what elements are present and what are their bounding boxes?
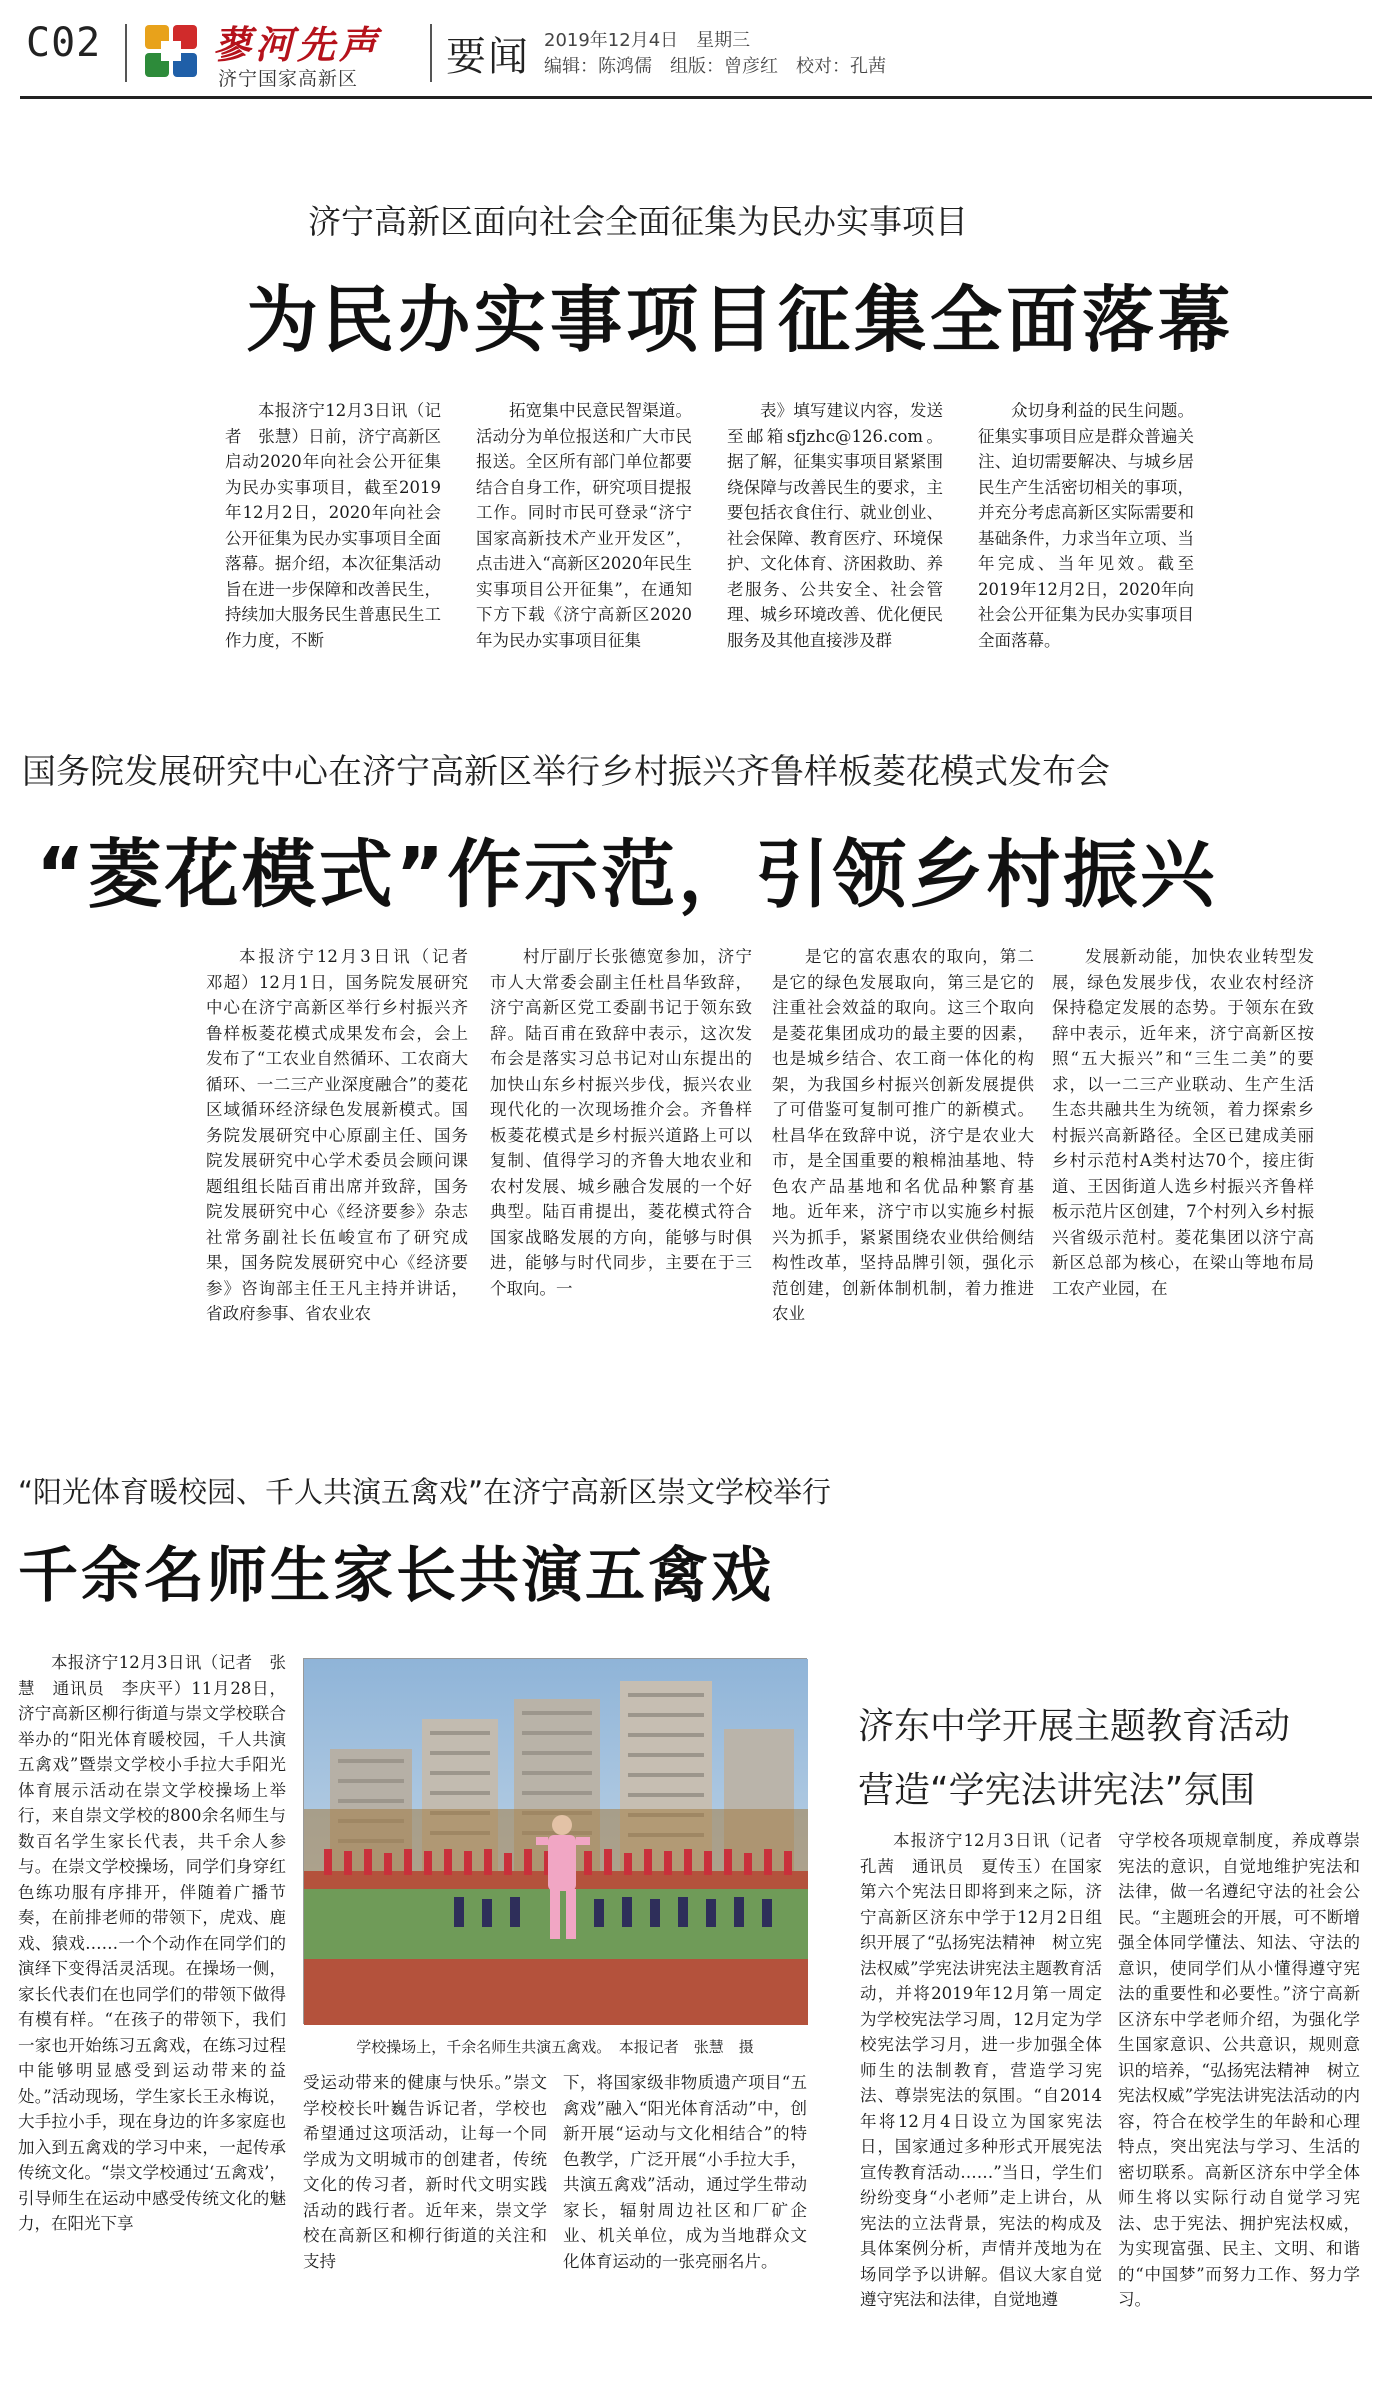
article4-column-1: 本报济宁12月3日讯（记者 孔茜 通讯员 夏传玉）在国家第六个宪法日即将到来之际，济宁高新区济东中学于12月2日组织开展了“弘扬宪法精神 树立宪法权威”学宪法讲宪法主题教育活动，并将2019年12月第一周定为学校宪法学习周，12月定为学校宪法学习月，进一步加强全体师生的法制教育，营造学习宪法、尊崇宪法的氛围。“自2014年将12月4日设立为国家宪法日，国家通过多种形式开展宪法宣传教育活动……”当日，学生们纷纷变身“小老师”走上讲台，从宪法的立法背景，宪法的构成及具体案例分析，声情并茂地为在场同学予以讲解。倡议大家自觉遵守宪法和法律，自觉地遵 bbox=[860, 1831, 1119, 2309]
article3-left-column: 本报济宁12月3日讯（记者 张慧 通讯员 李庆平）11月28日，济宁高新区柳行街道与崇文学校联合举办的“阳光体育暖校园，千人共演五禽戏”暨崇文学校小手拉大手阳光体育展示活动在崇文学校操场上举行，来自崇文学校的800余名师生与数百名学生家长代表，共千余人参与。在崇文学校操场，同学们身穿红色练功服有序排开，伴随着广播节奏，在前排老师的带领下，虎戏、鹿戏、猿戏……一个个动作在同学们的演绎下变得活灵活现。在操场一侧，家长代表们在也同学们的带领下做得有模有样。“在孩子的带领下，我们一家也开始练习五禽戏，在练习过程中能够明显感受到运动带来的益处。”活动现场，学生家长王永梅说，大手拉小手，现在身边的许多家庭也加入到五禽戏的学习中来，一起传承传统文化。“崇文学校通过‘五禽戏’，引导师生在运动中感受传统文化的魅力，在阳光下享 bbox=[18, 1653, 286, 2233]
header-divider bbox=[430, 24, 432, 82]
article2-column-1: 本报济宁12月3日讯（记者 邓超）12月1日，国务院发展研究中心在济宁高新区举行乡村振兴齐鲁样板菱花模式成果发布会，会上发布了“工农业自然循环、工农商大循环、一二三产业深度融合”的菱花区域循环经济绿色发展新模式。国务院发展研究中心原副主任、国务院发展研究中心学术委员会顾问课题组组长陆百甫出席并致辞，国务院发展研究中心《经济要参》杂志社常务副社长伍峻宣布了研究成果，国务院发展研究中心《经济要参》咨询部主任王凡主持并讲话，省政府参事、省农业农 bbox=[206, 947, 485, 1323]
article2-column-2: 村厅副厅长张德宽参加，济宁市人大常委会副主任杜昌华致辞，济宁高新区党工委副书记于领东致辞。陆百甫在致辞中表示，这次发布会是落实习总书记对山东提出的加快山东乡村振兴步伐，振兴农业现代化的一次现场推介会。齐鲁样板菱花模式是乡村振兴道路上可以复制、值得学习的齐鲁大地农业和农村发展、城乡融合发展的一个好典型。陆百甫提出，菱花模式符合国家战略发展的方向，能够与时俱进，能够与时代同步，主要在于三个取向。一 bbox=[490, 947, 752, 1298]
header-divider bbox=[125, 24, 127, 82]
article3-bottom-column-2: 下，将国家级非物质遗产项目“五禽戏”融入“阳光体育活动”中，创新开展“运动与文化相结合”的特色教学，广泛开展“小手拉大手，共演五禽戏”活动，通过学生带动家长，辐射周边社区和厂矿企业、机关单位，成为当地群众文化体育运动的一张亮丽名片。 bbox=[563, 2073, 807, 2271]
article1-column-3: 表》填写建议内容，发送至邮箱sfjzhc@126.com。据了解，征集实事项目紧紧围绕保障与改善民生的要求，主要包括衣食住行、就业创业、社会保障、教育医疗、环境保护、文化体育、济困救助、养老服务、公共安全、社会管理、城乡环境改善、优化便民服务及其他直接涉及群 bbox=[727, 401, 943, 650]
article1-column-2: 拓宽集中民意民智渠道。活动分为单位报送和广大市民报送。全区所有部门单位都要结合自身工作，研究项目提报工作。同时市民可登录“济宁国家高新技术产业开发区”，点击进入“高新区2020年民生实事项目公开征集”，在通知下方下载《济宁高新区2020年为民办实事项目征集 bbox=[476, 401, 692, 650]
issue-date: 2019年12月4日 星期三 bbox=[544, 30, 751, 51]
article1-kicker: 济宁高新区面向社会全面征集为民办实事项目 bbox=[308, 202, 968, 241]
students-exercise-photo bbox=[304, 1659, 808, 2025]
article4-title-line1: 济东中学开展主题教育活动 bbox=[858, 1706, 1291, 1747]
staff-credits: 编辑：陈鸿儒 组版：曾彦红 校对：孔茜 bbox=[544, 56, 886, 77]
photo-caption: 学校操场上，千余名师生共演五禽戏。 本报记者 张慧 摄 bbox=[356, 2038, 754, 2056]
paper-name: 蓼河先声 bbox=[213, 22, 382, 67]
article3-bottom-column-1: 受运动带来的健康与快乐。”崇文学校校长叶巍告诉记者，学校也希望通过这项活动，让每一个同学成为文明城市的创建者，传统文化的传习者，新时代文明实践活动的践行者。近年来，崇文学校在高新区和柳行街道的关注和支持 bbox=[303, 2073, 547, 2271]
page-number: C02 bbox=[26, 20, 102, 66]
header-rule bbox=[20, 96, 1372, 99]
paper-subtitle: 济宁国家高新区 bbox=[218, 68, 359, 90]
article2-kicker: 国务院发展研究中心在济宁高新区举行乡村振兴齐鲁样板菱花模式发布会 bbox=[22, 752, 1110, 792]
article3-photo bbox=[303, 1658, 807, 2024]
article2-column-4: 发展新动能，加快农业转型发展，绿色发展步伐，农业农村经济保持稳定发展的态势。于领东在致辞中表示，近年来，济宁高新区按照“五大振兴”和“三生二美”的要求，以一二三产业联动、生产生活生态共融共生为统领，着力探索乡村振兴高新路径。全区已建成美丽乡村示范村A类村达70个，接庄街道、王因街道人选乡村振兴齐鲁样板示范片区创建，7个村列入乡村振兴省级示范村。菱花集团以济宁高新区总部为核心，在梁山等地布局工农产业园，在 bbox=[1052, 947, 1314, 1298]
article1-title: 为民办实事项目征集全面落幕 bbox=[246, 278, 1235, 362]
article4-title-line2: 营造“学宪法讲宪法”氛围 bbox=[858, 1770, 1256, 1811]
article3-kicker: “阳光体育暖校园、千人共演五禽戏”在济宁高新区崇文学校举行 bbox=[18, 1475, 832, 1509]
article4-column-2: 守学校各项规章制度，养成尊崇宪法的意识，自觉地维护宪法和法律，做一名遵纪守法的社会公民。“主题班会的开展，可不断增强全体同学懂法、知法、守法的意识，使同学们从小懂得遵守宪法的重要性和必要性。”济宁高新区济东中学老师介绍，为强化学生国家意识、公共意识，规则意识的培养，“弘扬宪法精神 树立宪法权威”学宪法讲宪法活动的内容，符合在校学生的年龄和心理特点，突出宪法与学习、生活的密切联系。高新区济东中学全体师生将以实际行动自觉学习宪法、忠于宪法、拥护宪法权威，为实现富强、民主、文明、和谐的“中国梦”而努力工作、努力学习。 bbox=[1118, 1831, 1360, 2309]
section-name: 要闻 bbox=[446, 34, 530, 80]
article1-column-1: 本报济宁12月3日讯（记者 张慧）日前，济宁高新区启动2020年向社会公开征集为民办实事项目，截至2019年12月2日，2020年向社会公开征集为民办实事项目全面落幕。据介绍，本次征集活动旨在进一步保障和改善民生，持续加大服务民生普惠民生工作力度，不断 bbox=[225, 401, 441, 650]
logo-icon bbox=[143, 23, 199, 79]
article2-title: “菱花模式”作示范，引领乡村振兴 bbox=[36, 832, 1218, 918]
article2-column-3: 是它的富农惠农的取向，第二是它的绿色发展取向，第三是它的注重社会效益的取向。这三个取向是菱花集团成功的最主要的因素，也是城乡结合、农工商一体化的构架，为我国乡村振兴创新发展提供了可借鉴可复制可推广的新模式。杜昌华在致辞中说，济宁是农业大市，是全国重要的粮棉油基地、特色农产品基地和名优品种繁育基地。近年来，济宁市以实施乡村振兴为抓手，紧紧围绕农业供给侧结构性改革，坚持品牌引领，强化示范创建，创新体制机制，着力推进农业 bbox=[772, 947, 1034, 1323]
article3-title: 千余名师生家长共演五禽戏 bbox=[18, 1541, 774, 1611]
article1-column-4: 众切身利益的民生问题。征集实事项目应是群众普遍关注、迫切需要解决、与城乡居民生产生活密切相关的事项，并充分考虑高新区实际需要和基础条件，力求当年立项、当年完成、当年见效。截至2019年12月2日，2020年向社会公开征集为民办实事项目全面落幕。 bbox=[978, 401, 1194, 650]
